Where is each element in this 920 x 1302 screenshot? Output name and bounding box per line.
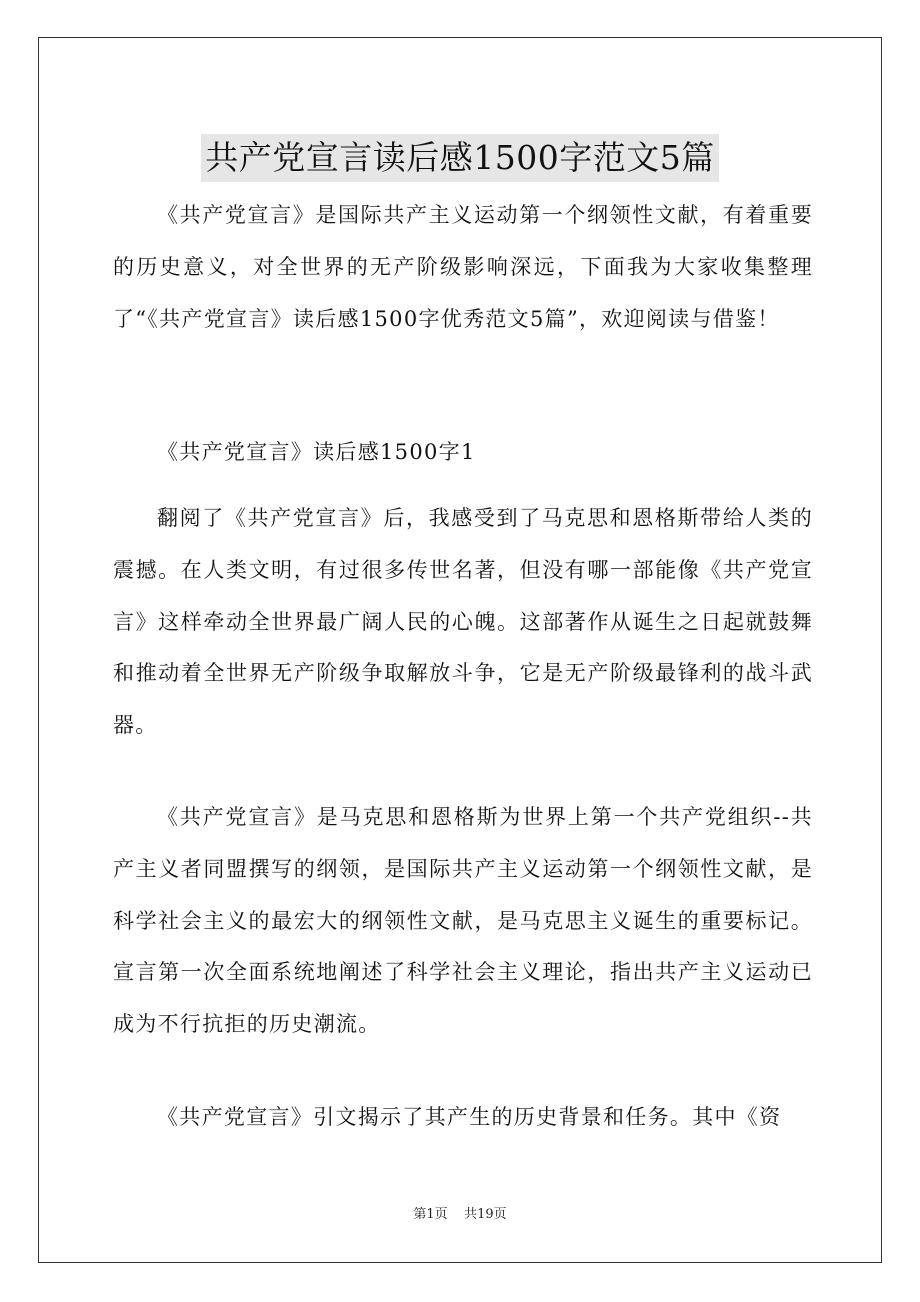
intro-paragraph: 《共产党宣言》是国际共产主义运动第一个纲领性文献，有着重要的历史意义，对全世界的无产阶级影响深远，下面我为大家收集整理了“《共产党宣言》读后感1500字优秀范文5篇”，欢迎阅读与借鉴！ [113, 203, 813, 331]
page-footer [0, 1205, 920, 1225]
body-paragraph: 翻阅了《共产党宣言》后，我感受到了马克思和恩格斯带给人类的震撼。在人类文明，有过很多传世名著，但没有哪一部能像《共产党宣言》这样牵动全世界最广阔人民的心魄。这部著作从诞生之日起就鼓舞和推动着全世界无产阶级争取解放斗争，它是无产阶级最锋利的战斗武器。 [113, 506, 813, 738]
page-total: 共19页 [464, 1207, 507, 1222]
body-paragraph: 《共产党宣言》是马克思和恩格斯为世界上第一个共产党组织--共产主义者同盟撰写的纲领，是国际共产主义运动第一个纲领性文献，是科学社会主义的最宏大的纲领性文献，是马克思主义诞生的重要标记。宣言第一次全面系统地阐述了科学社会主义理论，指出共产主义运动已成为不行抗拒的历史潮流。 [113, 805, 813, 1037]
section-heading: 《共产党宣言》读后感1500字1 [157, 440, 476, 464]
page-number: 第1页 [413, 1207, 448, 1222]
document-title: 共产党宣言读后感1500字范文5篇 [201, 134, 718, 182]
body-paragraph: 《共产党宣言》引文揭示了其产生的历史背景和任务。其中《资 [157, 1105, 782, 1129]
